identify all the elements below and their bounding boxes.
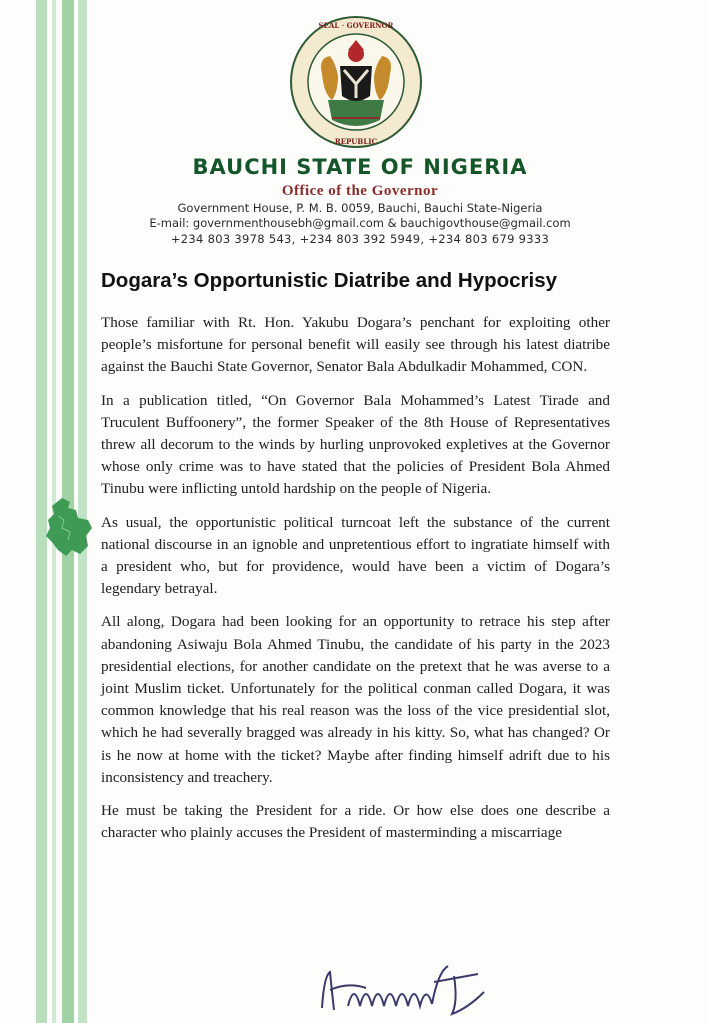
email-line: E-mail: governmenthousebh@gmail.com & bauchigovthouse@gmail.com bbox=[149, 216, 571, 230]
handwritten-signature bbox=[308, 952, 508, 1020]
paragraph: As usual, the opportunistic political turncoat left the substance of the current national discourse in an ignoble and unpretentious effort to ingratiate himself with a president who, but for providence, would have been a victim of Dogara’s legendary betrayal. bbox=[101, 513, 610, 598]
svg-text:REPUBLIC: REPUBLIC bbox=[334, 137, 378, 146]
svg-text:SEAL · GOVERNOR: SEAL · GOVERNOR bbox=[318, 21, 394, 30]
address-line: Government House, P. M. B. 0059, Bauchi, Bauchi State-Nigeria bbox=[177, 201, 543, 215]
body-text bbox=[101, 312, 610, 855]
paragraph: All along, Dogara had been looking for an opportunity to retrace his step after abandoning Asiwaju Bola Ahmed Tinubu, the candidate of his party in the 2023 presidential elections, for another candidate on the pretext that he was averse to a joint Muslim ticket. Unfortunately for the political conman called Dogara, it was common knowledge that his real reason was the loss of the vice presidential slot, which he had severally bragged was already in his kitty. So, what has changed? Or is he now at home with the ticket? Maybe after finding himself adrift due to his inconsistency and treachery. bbox=[101, 613, 610, 786]
paragraph: In a publication titled, “On Governor Bala Mohammed’s Latest Tirade and Truculent Buffoonery”, the former Speaker of the 8th House of Representatives threw all decorum to the winds by hurling unprovoked expletives at the Governor whose only crime was to have stated that the policies of President Bola Ahmed Tinubu were inflicting untold hardship on the people of Nigeria. bbox=[101, 391, 610, 498]
bauchi-state-map-icon bbox=[44, 496, 94, 558]
phone-line: +234 803 3978 543, +234 803 392 5949, +234 803 679 9333 bbox=[170, 232, 550, 246]
paragraph: Those familiar with Rt. Hon. Yakubu Dogara’s penchant for exploiting other people’s misfortune for personal benefit will easily see through his latest diatribe against the Bauchi State Governor, Senator Bala Abdulkadir Mohammed, CON. bbox=[101, 314, 610, 376]
document-title: Dogara’s Opportunistic Diatribe and Hypocrisy bbox=[101, 269, 558, 292]
state-title: BAUCHI STATE OF NIGERIA bbox=[192, 155, 528, 179]
paragraph: He must be taking the President for a ride. Or how else does one describe a character who plainly accuses the President of masterminding a miscarriage bbox=[101, 802, 610, 842]
office-subtitle: Office of the Governor bbox=[281, 183, 439, 199]
coat-of-arms-seal-icon bbox=[288, 14, 424, 150]
